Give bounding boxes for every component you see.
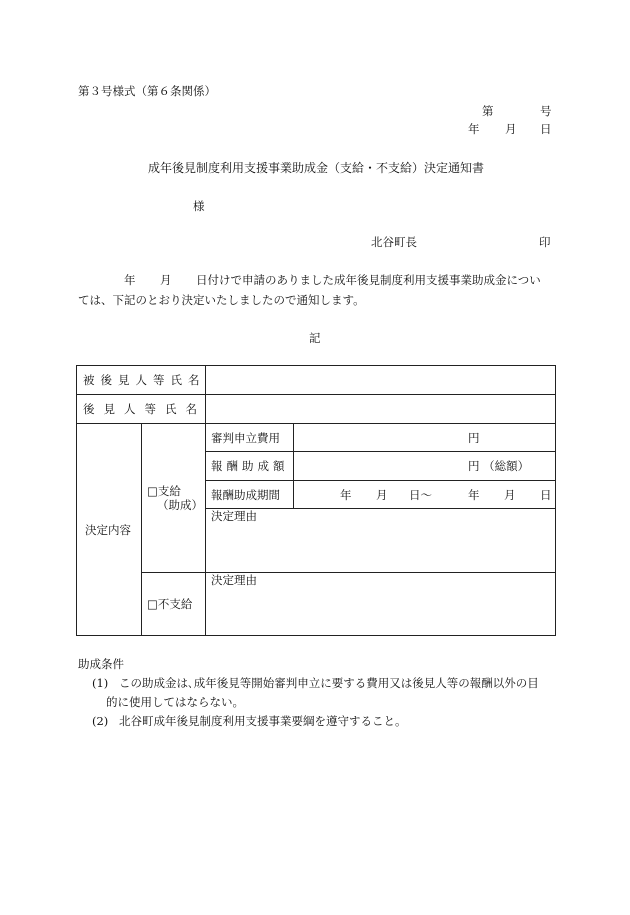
condition-1-line-2: 的に使用してはならない。: [106, 695, 244, 709]
petition-cost-unit: 円: [468, 431, 480, 445]
guardian-name-label: 後見人等氏名: [83, 402, 206, 416]
sender-name: 北谷町長: [371, 235, 417, 249]
ward-name-label: 被後見人等氏名: [83, 373, 206, 387]
period-start-year: 年: [340, 488, 352, 502]
body-line1-text: 日付けで申請のありました成年後見制度利用支援事業助成金につい: [196, 273, 541, 287]
body-line-2: ては、下記のとおり決定いたしましたので通知します。: [78, 293, 365, 307]
seal-mark: 印: [539, 235, 551, 249]
condition-2-line-1: 北谷町成年後見制度利用支援事業要綱を遵守すること。: [119, 714, 407, 728]
ward-name-field[interactable]: [207, 368, 553, 392]
period-end-day: 日: [540, 488, 552, 502]
date-month: 月: [505, 122, 517, 136]
period-end-month: 月: [504, 488, 516, 502]
doc-number-prefix: 第: [482, 104, 494, 118]
non-grant-checkbox-label[interactable]: □不支給: [147, 597, 193, 611]
fee-amount-label: 報酬助成額: [211, 459, 289, 473]
condition-1-number: (1): [92, 676, 109, 690]
grant-reason-label: 決定理由: [211, 509, 257, 523]
non-grant-reason-label: 決定理由: [211, 573, 257, 587]
decision-table: [76, 365, 556, 636]
date-day: 日: [540, 122, 552, 136]
decision-content-label: 決定内容: [85, 523, 131, 537]
form-number: 第３号様式（第６条関係）: [78, 84, 216, 98]
date-year: 年: [468, 122, 480, 136]
addressee-suffix: 様: [193, 199, 205, 213]
fee-period-label: 報酬助成期間: [211, 488, 280, 502]
guardian-name-field[interactable]: [207, 396, 553, 420]
document-number: [482, 104, 552, 118]
condition-1-line-1: この助成金は､成年後見等開始審判申立に要する費用又は後見人等の報酬以外の目: [119, 676, 539, 690]
condition-2-number: (2): [92, 714, 109, 728]
period-end-year: 年: [468, 488, 480, 502]
body-month: 月: [160, 273, 172, 287]
period-start-day: 日～: [409, 488, 432, 502]
petition-cost-label: 審判申立費用: [211, 431, 280, 445]
document-title: 成年後見制度利用支援事業助成金（支給・不支給）決定通知書: [148, 161, 485, 175]
fee-amount-unit: 円 （総額）: [468, 459, 530, 473]
conditions-title: 助成条件: [78, 657, 124, 671]
grant-sub-label: （助成）: [157, 498, 203, 512]
body-year: 年: [124, 273, 136, 287]
period-start-month: 月: [376, 488, 388, 502]
grant-checkbox-label[interactable]: □支給: [147, 484, 181, 498]
doc-number-suffix: 号: [540, 104, 552, 118]
ki-heading: 記: [309, 331, 321, 345]
